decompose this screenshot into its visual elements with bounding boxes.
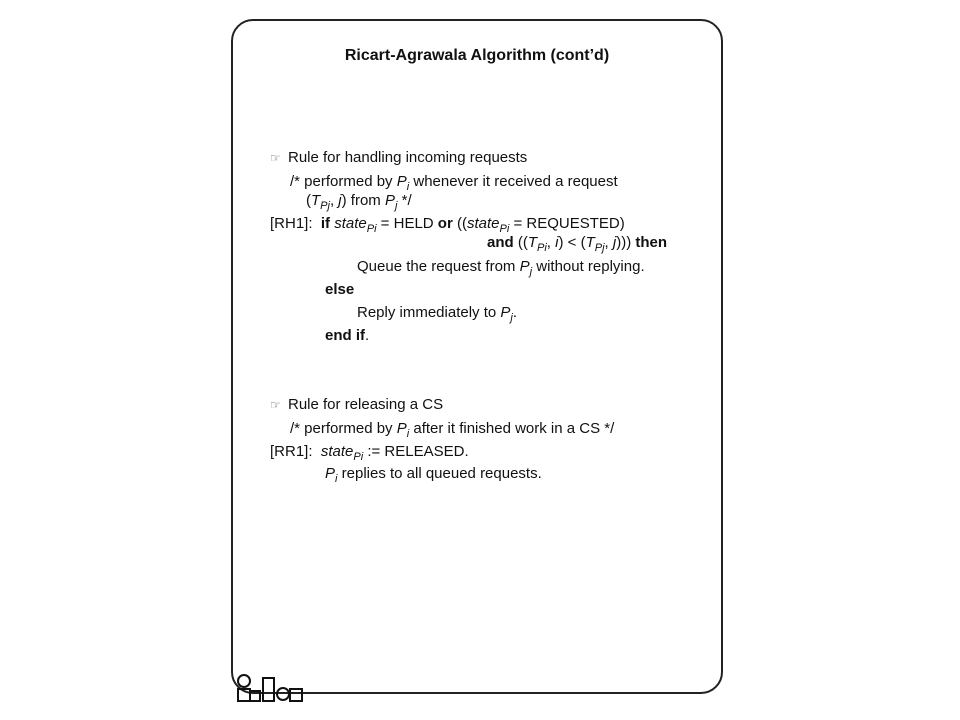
- process-var: P: [500, 304, 511, 321]
- process-var: P: [384, 192, 395, 209]
- rh1-line: [270, 215, 625, 233]
- pointing-hand-icon: ☞: [270, 398, 281, 412]
- text: replies to all queued requests.: [337, 465, 542, 482]
- text: ((: [513, 234, 528, 251]
- text: ) < (: [558, 234, 586, 251]
- subscript: i: [406, 428, 410, 440]
- subscript: Pi: [537, 242, 547, 254]
- text: */: [397, 192, 412, 209]
- rr1-line: [270, 443, 469, 461]
- section2-comment-line: [290, 420, 614, 438]
- process-var: P: [396, 173, 407, 190]
- keyword-else: else: [325, 281, 355, 298]
- process-var: P: [519, 258, 530, 275]
- keyword-and: and: [487, 234, 514, 251]
- subscript: i: [406, 181, 410, 193]
- slide-frame: [231, 19, 723, 694]
- section1-comment-line2: [306, 192, 412, 210]
- rule-label: [RR1]:: [270, 443, 313, 460]
- rr1-reply-line: [325, 465, 542, 483]
- text: .: [365, 327, 370, 344]
- endif-line: [325, 327, 369, 345]
- pointing-hand-icon: ☞: [270, 151, 281, 165]
- reply-line: [357, 304, 517, 322]
- timestamp-var: T: [311, 192, 321, 209]
- text: ,: [604, 234, 613, 251]
- subscript: j: [529, 266, 533, 278]
- section1-heading-line: [270, 149, 527, 167]
- timestamp-var: T: [585, 234, 595, 251]
- subscript: Pi: [499, 223, 510, 235]
- text: Reply immediately to: [357, 304, 501, 321]
- text: = REQUESTED): [509, 215, 625, 232]
- index-var: j: [612, 234, 617, 251]
- section2-heading-line: [270, 396, 443, 414]
- text: ))): [616, 234, 636, 251]
- process-var: P: [325, 465, 336, 482]
- keyword-or: or: [437, 215, 453, 232]
- state-var: state: [320, 443, 354, 460]
- institution-logo-icon: [235, 672, 315, 702]
- subscript: Pi: [353, 451, 364, 463]
- section1-heading: Rule for handling incoming requests: [288, 149, 528, 166]
- index-var: j: [338, 192, 342, 209]
- queue-line: [357, 258, 645, 276]
- subscript: Pj: [594, 242, 605, 254]
- timestamp-var: T: [527, 234, 538, 251]
- text: whenever it received a request: [409, 173, 618, 190]
- text: /* performed by: [290, 173, 397, 190]
- subscript: j: [395, 200, 398, 212]
- text: = HELD: [376, 215, 438, 232]
- text: ((: [452, 215, 467, 232]
- subscript: j: [510, 312, 513, 324]
- rule-label: [RH1]:: [270, 215, 313, 232]
- subscript: Pi: [366, 223, 377, 235]
- text: .: [512, 304, 518, 321]
- else-line: [325, 281, 354, 299]
- subscript: Pj: [320, 200, 330, 212]
- state-var: state: [334, 215, 367, 232]
- slide-title: Ricart-Agrawala Algorithm (cont’d): [344, 47, 610, 64]
- text: ,: [546, 234, 556, 251]
- rh1-and-line: [487, 234, 667, 252]
- process-var: P: [396, 420, 407, 437]
- text: Queue the request from: [357, 258, 520, 275]
- keyword-then: then: [635, 234, 668, 251]
- text: after it finished work in a CS */: [409, 420, 615, 437]
- keyword-if: if: [320, 215, 331, 232]
- index-var: i: [555, 234, 559, 251]
- text: (: [306, 192, 311, 209]
- text: ) from: [341, 192, 385, 209]
- text: without replying.: [532, 258, 645, 275]
- section2-heading: Rule for releasing a CS: [288, 396, 444, 413]
- subscript: i: [335, 473, 338, 485]
- text: := RELEASED.: [363, 443, 469, 460]
- section1-comment-line1: [290, 173, 618, 191]
- keyword-endif: end if: [325, 327, 365, 344]
- text: ,: [329, 192, 339, 209]
- state-var: state: [466, 215, 500, 232]
- text: /* performed by: [290, 420, 397, 437]
